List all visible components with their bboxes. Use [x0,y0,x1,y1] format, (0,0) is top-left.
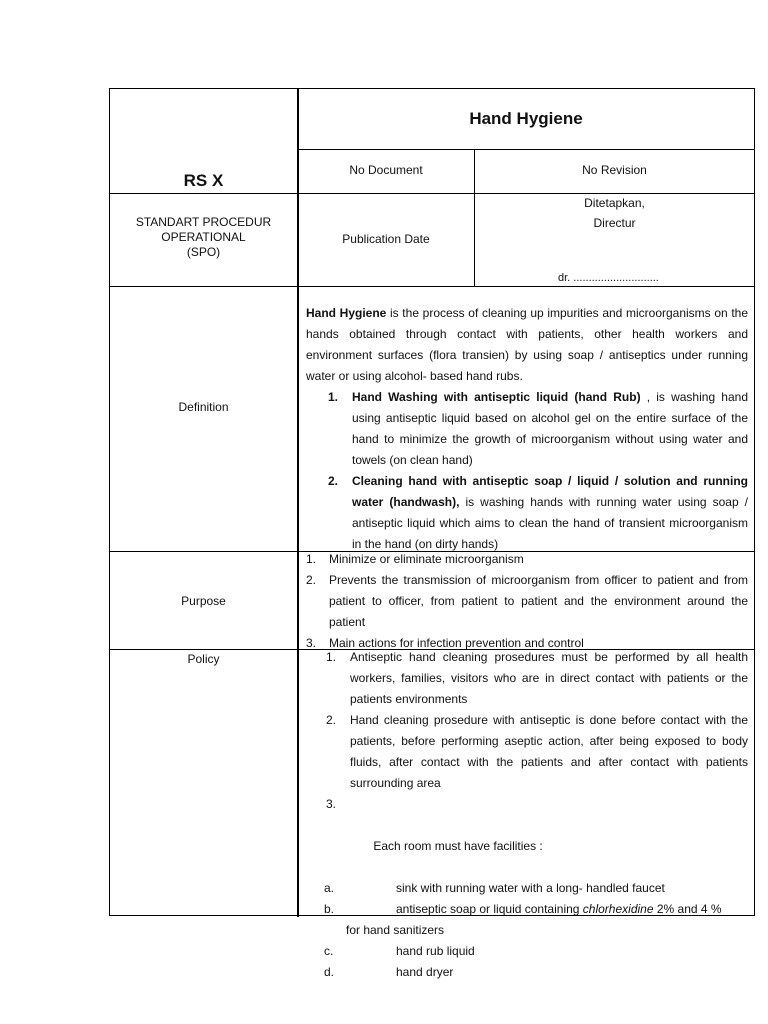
policy-item-text: Antiseptic hand cleaning prosedures must be performed by all health workers, families, visitors who are in direct contact with patients or the patients environments [350,650,748,706]
facility-item-text-before: antiseptic soap or liquid containing [396,902,583,916]
row-divider [297,149,754,150]
definition-item-number: 2. [328,474,339,488]
facility-item [298,899,748,941]
definition-label: Definition [178,400,229,414]
policy-label: Policy [187,652,220,666]
facility-item-text [298,899,748,920]
purpose-item [298,549,748,570]
publication-date-label: Publication Date [342,232,430,246]
policy-item-number: 3. [326,797,337,811]
facility-item-letter: a. [324,881,335,895]
purpose-item-number: 2. [306,573,317,587]
purpose-item [298,570,748,633]
document-title: Hand Hygiene [469,109,583,128]
policy-item-number: 2. [326,713,337,727]
policy-item-text: Hand cleaning prosedure with antiseptic is done before contact with the patients, before performing aseptic action, after being exposed to body fluids, after contact with the patients and after contact with patients surrounding area [350,713,748,790]
policy-content [298,647,748,983]
facility-item-letter: c. [324,944,334,958]
purpose-content [298,549,748,654]
policy-item [298,710,748,794]
definition-intro [306,303,748,387]
hospital-name: RS X [183,171,224,190]
facility-item [298,962,748,983]
definition-item-term: Cleaning hand with antiseptic soap / liquid / solution and running water (handwash), [352,474,748,509]
policy-item [298,794,748,878]
policy-item-text: Each room must have facilities : [370,839,543,853]
spo-label [110,215,297,260]
facility-item-text-after: 2% and 4 % [653,902,722,916]
facility-item-text: sink with running water with a long- handled faucet [396,881,665,895]
facility-item-letter: b. [324,902,335,916]
definition-content [306,303,748,555]
facility-item-continuation: for hand sanitizers [346,923,445,937]
chemical-name: chlorhexidine [582,902,654,916]
spo-document-table [109,88,755,979]
signature-line: dr. ............................ [558,272,659,284]
purpose-item-text: Main actions for infection prevention and control [329,636,584,650]
purpose-item-number: 3. [306,636,317,650]
definition-intro-text: is the process of cleaning up impurities and microorganisms on the hands obtained through contact with patients, other health workers and environment surfaces (flora transien) by using soap / antiseptics under running water or using alcohol- based hand rubs. [306,306,749,383]
definition-item-text: , is washing hand using antiseptic liquid based on alcohol gel on the entire surface of the hand to minimize the growth of microorganism without using water and towels (on clean hand) [352,390,748,467]
spo-line-2: OPERATIONAL [161,230,246,244]
policy-item [298,647,748,710]
definition-item-term: Hand Washing with antiseptic liquid (hand Rub) [352,390,641,404]
policy-item-number: 1. [326,650,337,664]
facility-item [298,878,748,899]
facility-item-text: hand dryer [396,965,454,979]
spo-line-1: STANDART PROCEDUR [135,215,272,229]
facility-item-letter: d. [324,965,335,979]
spo-line-3: (SPO) [186,245,221,259]
no-document-label: No Document [349,163,423,177]
ditetapkan-label: Ditetapkan, [584,196,645,210]
purpose-item-number: 1. [306,552,317,566]
definition-item [306,471,748,555]
definition-item-text: is washing hands with running water using soap / antiseptic liquid which aims to clean the hand of transient microorganism in the hand (on dirty hands) [352,495,748,551]
purpose-item-text: Prevents the transmission of microorganism from officer to patient and from patient to officer, from patient to patient and the environment around the patient [329,573,748,629]
purpose-label: Purpose [181,594,226,608]
definition-item-number: 1. [328,390,339,404]
definition-item [306,387,748,471]
facility-item-text: hand rub liquid [396,944,475,958]
directur-label: Directur [593,216,636,230]
facility-item [298,941,748,962]
definition-intro-term: Hand Hygiene [306,306,387,320]
purpose-item-text: Minimize or eliminate microorganism [329,552,524,566]
no-revision-label: No Revision [582,163,647,177]
